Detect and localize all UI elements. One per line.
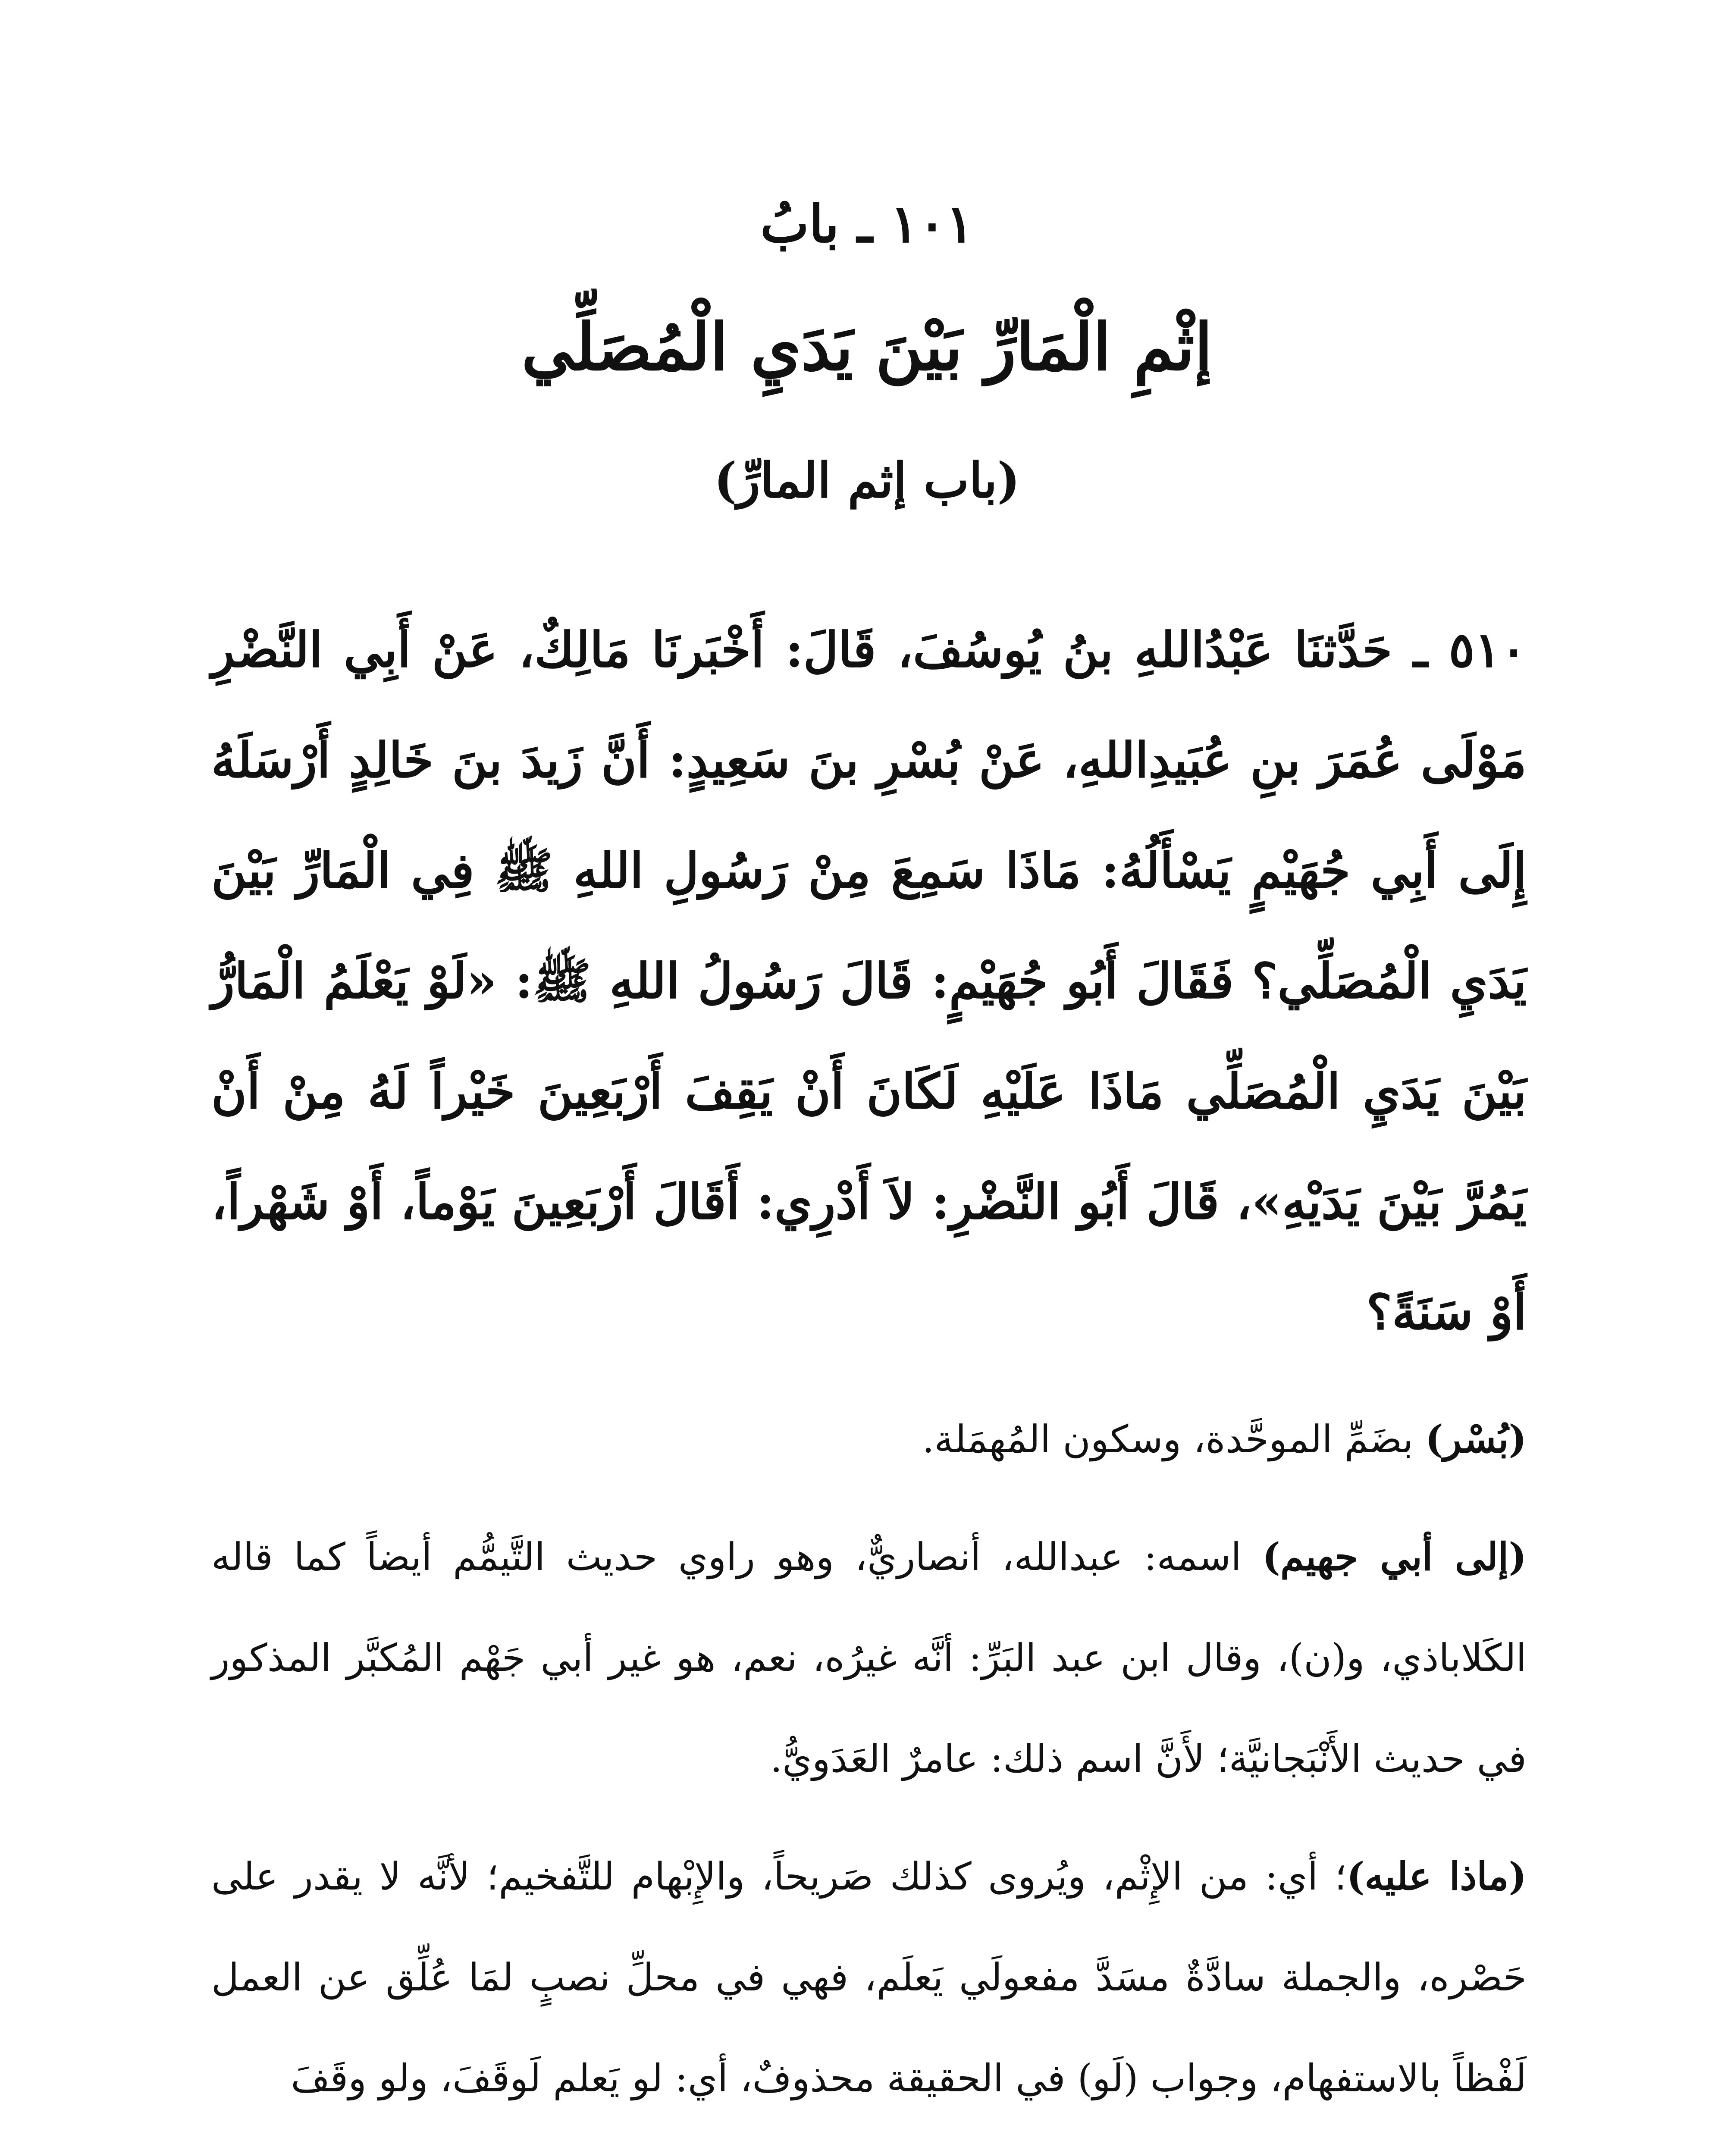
commentary-lemma: (ماذا عليه) xyxy=(1346,1854,1527,1899)
hadith-text: ٥١٠ ـ حَدَّثنَا عَبْدُاللهِ بنُ يُوسُفَ، قَالَ: أَخْبَرنَا مَالِكٌ، عَنْ أَبِي النَّضْرِ مَوْلَى عُمَرَ بنِ عُبَيدِاللهِ، عَنْ بُسْرِ بنَ سَعِيدٍ: أَنَّ زَيدَ بنَ خَالِدٍ أَرْسَلَهُ إِلَى أَبِي جُهَيْمٍ يَسْأَلُهُ: مَاذَا سَمِعَ مِنْ رَسُولِ اللهِ ﷺ فِي الْمَارِّ بَيْنَ يَدَيِ الْمُصَلِّي؟ فَقَالَ أَبُو جُهَيْمٍ: قَالَ رَسُولُ اللهِ ﷺ: «لَوْ يَعْلَمُ الْمَارُّ بَيْنَ يَدَيِ الْمُصَلِّي مَاذَا عَلَيْهِ لَكَانَ أَنْ يَقِفَ أَرْبَعِينَ خَيْراً لَهُ مِنْ أَنْ يَمُرَّ بَيْنَ يَدَيْهِ»، قَالَ أَبُو النَّضْرِ: لاَ أَدْرِي: أَقَالَ أَرْبَعِينَ يَوْماً، أَوْ شَهْراً، أَوْ سَنَةً؟ xyxy=(211,622,1527,1341)
commentary-lemma: (بُسْر) xyxy=(1425,1416,1527,1461)
commentary-paragraph-1 xyxy=(211,1388,1527,1490)
commentary-paragraph-2 xyxy=(211,1506,1527,1809)
commentary-text: بضَمِّ الموحَّدة، وسكون المُهمَلة. xyxy=(922,1417,1426,1461)
chapter-number: ١٠١ ـ بابُ xyxy=(760,194,974,254)
commentary-paragraph-3 xyxy=(211,1826,1527,2129)
commentary-section xyxy=(211,1388,1527,2145)
chapter-title: إثْمِ الْمَارِّ بَيْنَ يَدَيِ الْمُصَلِّي xyxy=(521,309,1213,385)
commentary-text: ؛ أي: من الإِثْم، ويُروى كذلك صَريحاً، والإِبْهام للتَّفخيم؛ لأنَّه لا يقدر على حَصْره، والجملة سادَّةٌ مسَدَّ مفعولَي يَعلَم، فهي في محلِّ نصبٍ لمَا عُلِّق عن العمل لَفْظاً بالاستفهام، وجواب (لَو) في الحقيقة محذوفٌ، أي: لو يَعلم لَوقَفَ، ولو وقَفَ xyxy=(211,1854,1527,2100)
commentary-text: اسمه: عبدالله، أنصاريٌّ، وهو راوي حديث التَّيمُّم أيضاً كما قاله الكَلاباذي، و(ن)، وقال ابن عبد البَرِّ: أنَّه غيرُه، نعم، هو غير أبي جَهْم المُكبَّر المذكور في حديث الأَنْبَجانيَّة؛ لأَنَّ اسم ذلك: عامرٌ العَدَويُّ. xyxy=(211,1535,1527,1781)
commentary-lemma: (إلى أبي جهيم) xyxy=(1262,1534,1527,1579)
bukhari-chapter-heading: (باب إثم المارِّ) xyxy=(714,452,1020,509)
